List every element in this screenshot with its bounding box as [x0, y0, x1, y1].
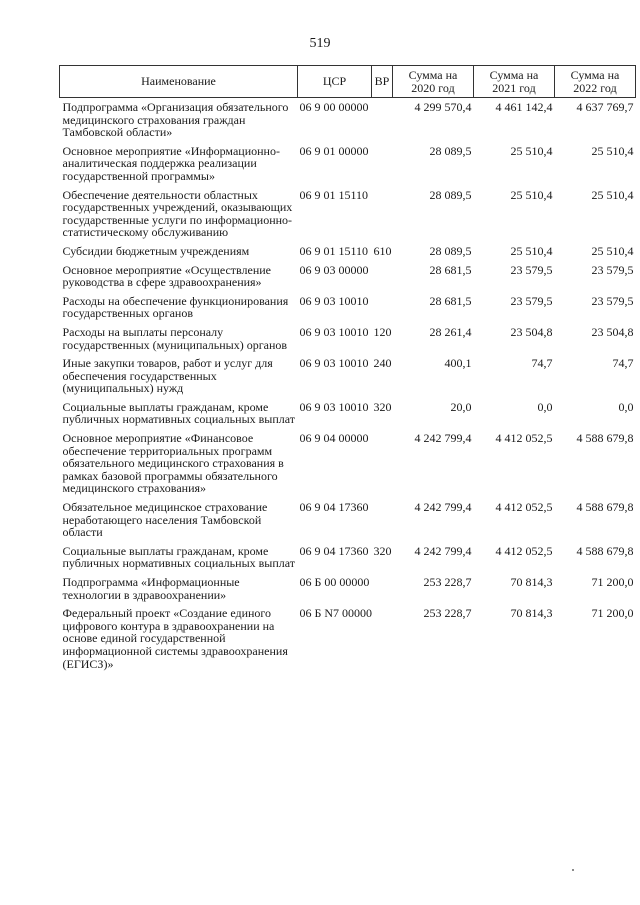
row-name: Субсидии бюджетным учреждениям: [62, 243, 250, 258]
row-sum-2021: 4 412 052,5: [495, 431, 553, 446]
row-code: 06 9 03 10010: [299, 293, 369, 308]
row-code: 06 Б 00 00000: [299, 575, 370, 589]
row-vr: [372, 604, 393, 673]
row-sum-2022: 23 504,8: [591, 324, 634, 339]
row-name: Обязательное медицинское страхование неработающего населения Тамбовской области: [62, 500, 268, 540]
header-sum-2020-line1: Сумма на: [408, 67, 458, 82]
row-name: Основное мероприятие «Информационно-аналитическая поддержка реализации государственной программы»: [62, 143, 280, 183]
row-name: Федеральный проект «Создание единого цифрового контура в здравоохранении на основе единой государственной информационной системы здравоохранения (ЕГИСЗ)»: [62, 606, 288, 671]
scan-speck: [572, 869, 574, 871]
row-vr: 610: [373, 243, 392, 258]
table-row: [60, 186, 636, 242]
header-vr: ВР: [372, 66, 393, 98]
row-name: Иные закупки товаров, работ и услуг для обеспечения государственных (муниципальных) нужд: [62, 356, 273, 396]
row-sum-2020: 400,1: [444, 356, 472, 371]
budget-table: [59, 65, 636, 673]
row-code: 06 9 04 17360: [299, 543, 369, 558]
row-sum-2020: 4 242 799,4: [414, 543, 472, 558]
row-vr: 320: [373, 543, 392, 558]
page-number: 519: [309, 36, 331, 51]
row-sum-2022: 25 510,4: [591, 187, 634, 202]
row-vr: [372, 98, 393, 142]
row-sum-2021: 4 461 142,4: [495, 100, 553, 114]
row-code: 06 9 03 10010: [299, 399, 369, 414]
row-sum-2020: 28 089,5: [429, 243, 472, 258]
row-vr: [372, 429, 393, 498]
row-name: Расходы на выплаты персоналу государственных (муниципальных) органов: [62, 324, 288, 352]
header-sum-2020: [393, 66, 474, 98]
row-sum-2022: 23 579,5: [591, 293, 634, 308]
header-sum-2022-line1: Сумма на: [570, 67, 620, 82]
row-sum-2022: 4 637 769,7: [576, 100, 634, 114]
row-code: 06 9 04 00000: [299, 431, 369, 446]
table-row: [60, 98, 636, 142]
row-sum-2022: 4 588 679,8: [576, 543, 634, 558]
header-sum-2021-line2: 2021 год: [492, 80, 536, 95]
row-vr: 320: [373, 399, 392, 414]
table-body: [60, 98, 636, 674]
row-vr: [372, 573, 393, 604]
table-row: [60, 429, 636, 498]
row-sum-2020: 28 089,5: [429, 187, 472, 202]
row-vr: [372, 498, 393, 542]
row-sum-2020: 253 228,7: [423, 575, 472, 589]
row-sum-2022: 25 510,4: [591, 243, 634, 258]
row-sum-2022: 25 510,4: [591, 143, 634, 158]
row-sum-2021: 23 579,5: [510, 293, 553, 308]
row-sum-2020: 4 242 799,4: [414, 500, 472, 515]
row-sum-2022: 74,7: [612, 356, 634, 371]
row-code: 06 9 03 10010: [299, 324, 369, 339]
row-sum-2021: 23 579,5: [510, 262, 553, 277]
row-sum-2021: 70 814,3: [510, 575, 553, 589]
header-sum-2020-line2: 2020 год: [411, 80, 455, 95]
row-name: Подпрограмма «Информационные технологии в здравоохранении»: [62, 575, 240, 602]
row-code: 06 9 00 00000: [299, 100, 369, 114]
row-name: Подпрограмма «Организация обязательного медицинского страхования граждан Тамбовской области»: [62, 100, 289, 140]
row-name: Социальные выплаты гражданам, кроме публичных нормативных социальных выплат: [62, 399, 296, 427]
table-row: [60, 604, 636, 673]
table-header-row: [60, 66, 636, 98]
row-sum-2021: 4 412 052,5: [495, 500, 553, 515]
row-sum-2021: 23 504,8: [510, 324, 553, 339]
table-row: [60, 261, 636, 292]
table-row: [60, 498, 636, 542]
row-name: Социальные выплаты гражданам, кроме публичных нормативных социальных выплат: [62, 543, 296, 571]
row-name: Расходы на обеспечение функционирования государственных органов: [62, 293, 289, 321]
row-code: 06 9 01 15110: [299, 187, 369, 202]
header-sum-2022-line2: 2022 год: [573, 80, 617, 95]
header-sum-2021-line1: Сумма на: [489, 67, 539, 82]
row-sum-2021: 70 814,3: [510, 606, 553, 621]
row-code: 06 9 01 00000: [299, 143, 369, 158]
row-sum-2022: 4 588 679,8: [576, 431, 634, 446]
row-sum-2020: 28 261,4: [429, 324, 472, 339]
row-vr: [372, 261, 393, 292]
row-vr: [372, 142, 393, 186]
row-code: 06 9 03 00000: [299, 262, 369, 277]
row-vr: [372, 186, 393, 242]
row-sum-2022: 0,0: [618, 399, 634, 414]
row-sum-2020: 28 681,5: [429, 293, 472, 308]
row-sum-2022: 71 200,0: [591, 606, 634, 621]
row-code: 06 9 01 15110: [299, 243, 369, 258]
row-sum-2020: 28 681,5: [429, 262, 472, 277]
row-code: 06 9 04 17360: [299, 500, 369, 515]
row-code: 06 9 03 10010: [299, 356, 369, 371]
row-sum-2021: 25 510,4: [510, 243, 553, 258]
header-code: ЦСР: [298, 66, 372, 98]
table-row: [60, 573, 636, 604]
row-sum-2021: 74,7: [531, 356, 553, 371]
row-sum-2022: 71 200,0: [591, 575, 634, 589]
row-sum-2021: 25 510,4: [510, 143, 553, 158]
row-name: Основное мероприятие «Финансовое обеспечение территориальных программ обязательного медицинского страхования в рамках базовой программы обязательного медицинского страхования»: [62, 431, 284, 496]
table-row: [60, 242, 636, 261]
row-code: 06 Б N7 00000: [299, 606, 373, 621]
table-row: [60, 542, 636, 573]
header-sum-2022: [555, 66, 636, 98]
row-sum-2020: 28 089,5: [429, 143, 472, 158]
row-name: Основное мероприятие «Осуществление руководства в сфере здравоохранения»: [62, 262, 272, 290]
row-sum-2022: 4 588 679,8: [576, 500, 634, 515]
table-row: [60, 142, 636, 186]
row-vr: 120: [373, 324, 392, 339]
row-sum-2022: 23 579,5: [591, 262, 634, 277]
header-name: Наименование: [60, 66, 298, 98]
row-name: Обеспечение деятельности областных государственных учреждений, оказывающих государственные услуги по информационно-статистическому обслуживанию: [62, 187, 293, 240]
row-sum-2021: 25 510,4: [510, 187, 553, 202]
row-sum-2020: 20,0: [450, 399, 472, 414]
table-row: [60, 398, 636, 429]
header-sum-2021: [474, 66, 555, 98]
row-sum-2021: 4 412 052,5: [495, 543, 553, 558]
row-sum-2020: 253 228,7: [423, 606, 472, 621]
table-row: [60, 292, 636, 323]
table-row: [60, 323, 636, 354]
row-sum-2021: 0,0: [537, 399, 553, 414]
row-vr: 240: [373, 356, 392, 371]
row-sum-2020: 4 299 570,4: [414, 100, 472, 114]
table-row: [60, 354, 636, 398]
row-vr: [372, 292, 393, 323]
row-sum-2020: 4 242 799,4: [414, 431, 472, 446]
